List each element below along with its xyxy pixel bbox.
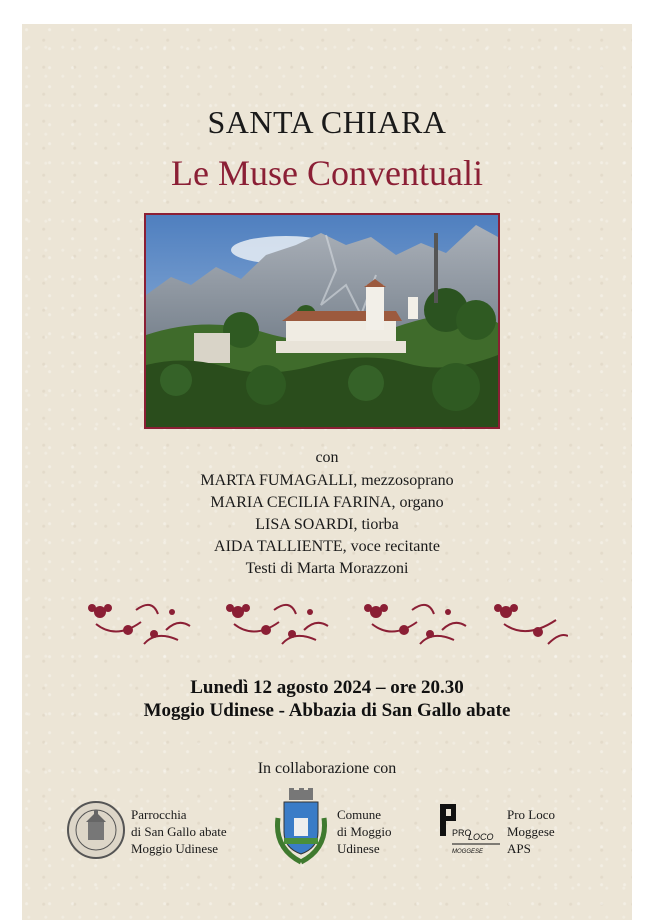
partner-comune-line: di Moggio bbox=[337, 824, 392, 839]
performer-line: LISA SOARDI, tiorba bbox=[255, 516, 399, 533]
poster-subtitle: Le Muse Conventuali bbox=[171, 153, 483, 193]
performer-line: MARIA CECILIA FARINA, organo bbox=[210, 494, 444, 511]
pro-loco-logo-text: MOGGESE bbox=[452, 849, 484, 855]
performer-line: AIDA TALLIENTE, voce recitante bbox=[214, 538, 440, 555]
municipal-crest-icon bbox=[272, 788, 330, 866]
performer-line: MARTA FUMAGALLI, mezzosoprano bbox=[200, 472, 454, 489]
partner-parish-line: Parrocchia bbox=[131, 807, 187, 822]
partner-proloco-line: Pro Loco bbox=[507, 807, 556, 822]
with-label: con bbox=[315, 449, 339, 466]
partner-parish-line: di San Gallo abate bbox=[131, 824, 227, 839]
partner-comune-line: Udinese bbox=[337, 841, 380, 856]
floral-ornament-icon bbox=[86, 600, 568, 652]
event-date-time: Lunedì 12 agosto 2024 – ore 20.30 bbox=[190, 677, 464, 698]
partner-proloco-line: Moggese bbox=[507, 824, 555, 839]
pro-loco-logo-text: LOCO bbox=[468, 832, 494, 842]
partner-proloco-line: APS bbox=[507, 841, 531, 856]
event-location: Moggio Udinese - Abbazia di San Gallo abate bbox=[143, 700, 511, 721]
partner-comune-line: Comune bbox=[337, 807, 382, 822]
poster-title: SANTA CHIARA bbox=[207, 104, 447, 140]
abbey-photo bbox=[144, 213, 500, 429]
texts-credit: Testi di Marta Morazzoni bbox=[245, 560, 409, 577]
partner-parish-line: Moggio Udinese bbox=[131, 841, 219, 856]
parish-seal-icon bbox=[66, 800, 126, 860]
collaboration-label: In collaborazione con bbox=[257, 760, 397, 777]
pro-loco-logo-text: PRO bbox=[452, 828, 472, 838]
pro-loco-logo-icon bbox=[438, 804, 502, 856]
